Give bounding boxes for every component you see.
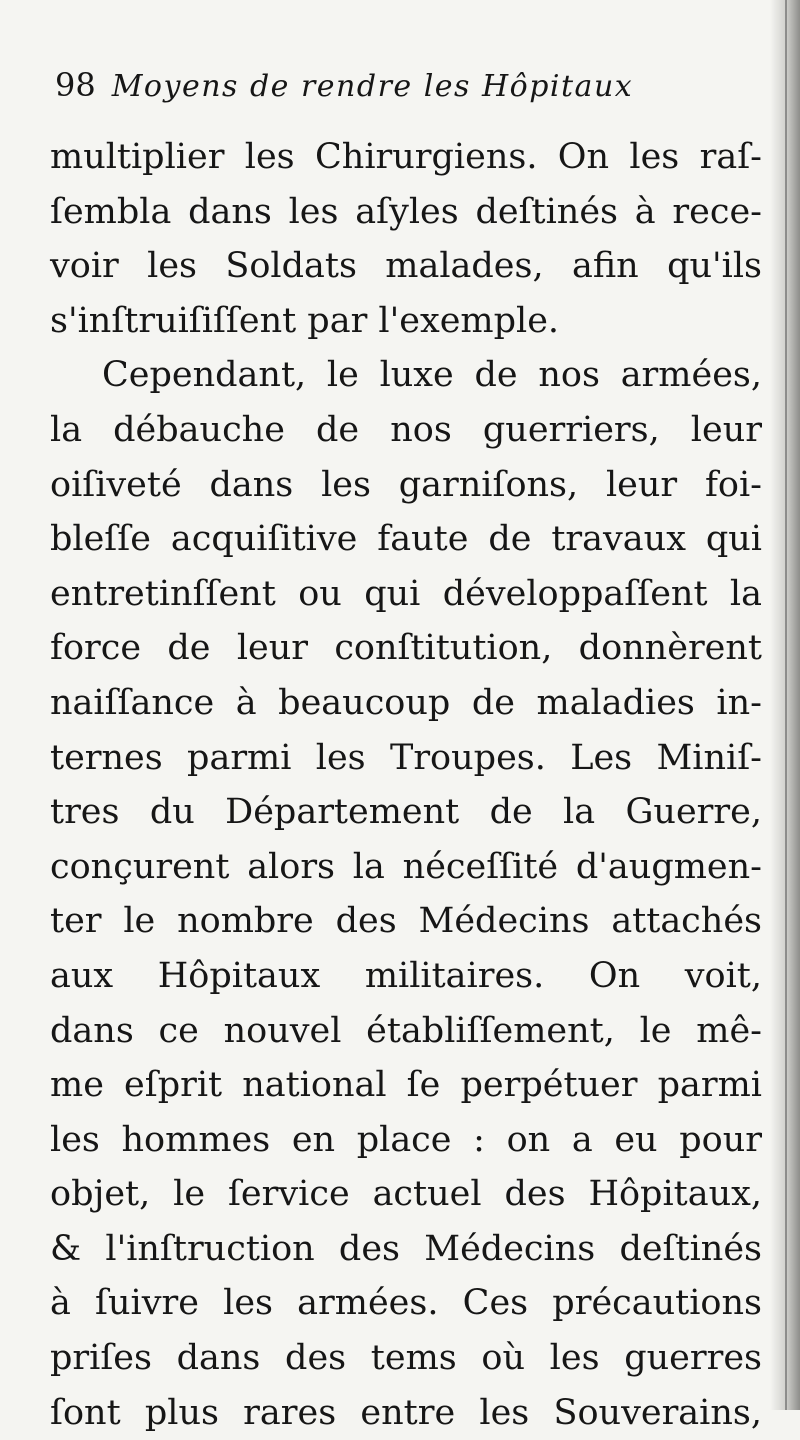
text-line: les hommes en place : on a eu pour — [50, 1119, 762, 1160]
text-line: voir les Soldats malades, afin qu'ils — [50, 246, 762, 287]
body-text — [50, 130, 762, 1440]
text-line: & l'inſtruction des Médecins deſtinés — [50, 1228, 762, 1269]
text-line: multiplier les Chirurgiens. On les raſ- — [50, 137, 762, 177]
running-head: Moyens de rendre les Hôpitaux — [111, 69, 634, 104]
text-line: objet, le ſervice actuel des Hôpitaux, — [50, 1174, 762, 1215]
text-line: à ſuivre les armées. Ces précautions — [50, 1283, 762, 1324]
text-line: force de leur conſtitution, donnèrent — [50, 628, 762, 669]
text-line: la débauche de nos guerriers, leur — [50, 409, 762, 450]
text-line: dans ce nouvel établiſſement, le mê- — [50, 1010, 762, 1051]
text-line: priſes dans des tems où les guerres — [50, 1338, 762, 1379]
text-line: tres du Département de la Guerre, — [50, 792, 762, 833]
text-line: naiſſance à beaucoup de maladies in- — [50, 682, 762, 723]
text-line: ternes parmi les Troupes. Les Miniſ- — [50, 737, 762, 778]
paragraph-end-line: s'inſtruiſiſſent par l'exemple. — [50, 300, 560, 341]
page-number: 98 — [55, 66, 96, 104]
text-line: me eſprit national ſe perpétuer parmi — [50, 1065, 762, 1106]
page-edge-line — [785, 0, 787, 1410]
text-line: aux Hôpitaux militaires. On voit, — [50, 955, 762, 996]
text-line: conçurent alors la néceſſité d'augmen- — [50, 846, 762, 887]
text-line: ſembla dans les aſyles deſtinés à rece- — [50, 191, 762, 232]
text-line: oiſiveté dans les garniſons, leur foi- — [50, 464, 762, 505]
text-line: bleſſe acquiſitive faute de travaux qui — [50, 519, 762, 560]
text-line: entretinſſent ou qui développaſſent la — [50, 573, 762, 614]
text-line: ſont plus rares entre les Souverains, — [50, 1392, 762, 1433]
paragraph-start-line: Cependant, le luxe de nos armées, — [102, 355, 762, 396]
page-header — [55, 66, 745, 122]
text-line: ter le nombre des Médecins attachés — [50, 901, 762, 942]
